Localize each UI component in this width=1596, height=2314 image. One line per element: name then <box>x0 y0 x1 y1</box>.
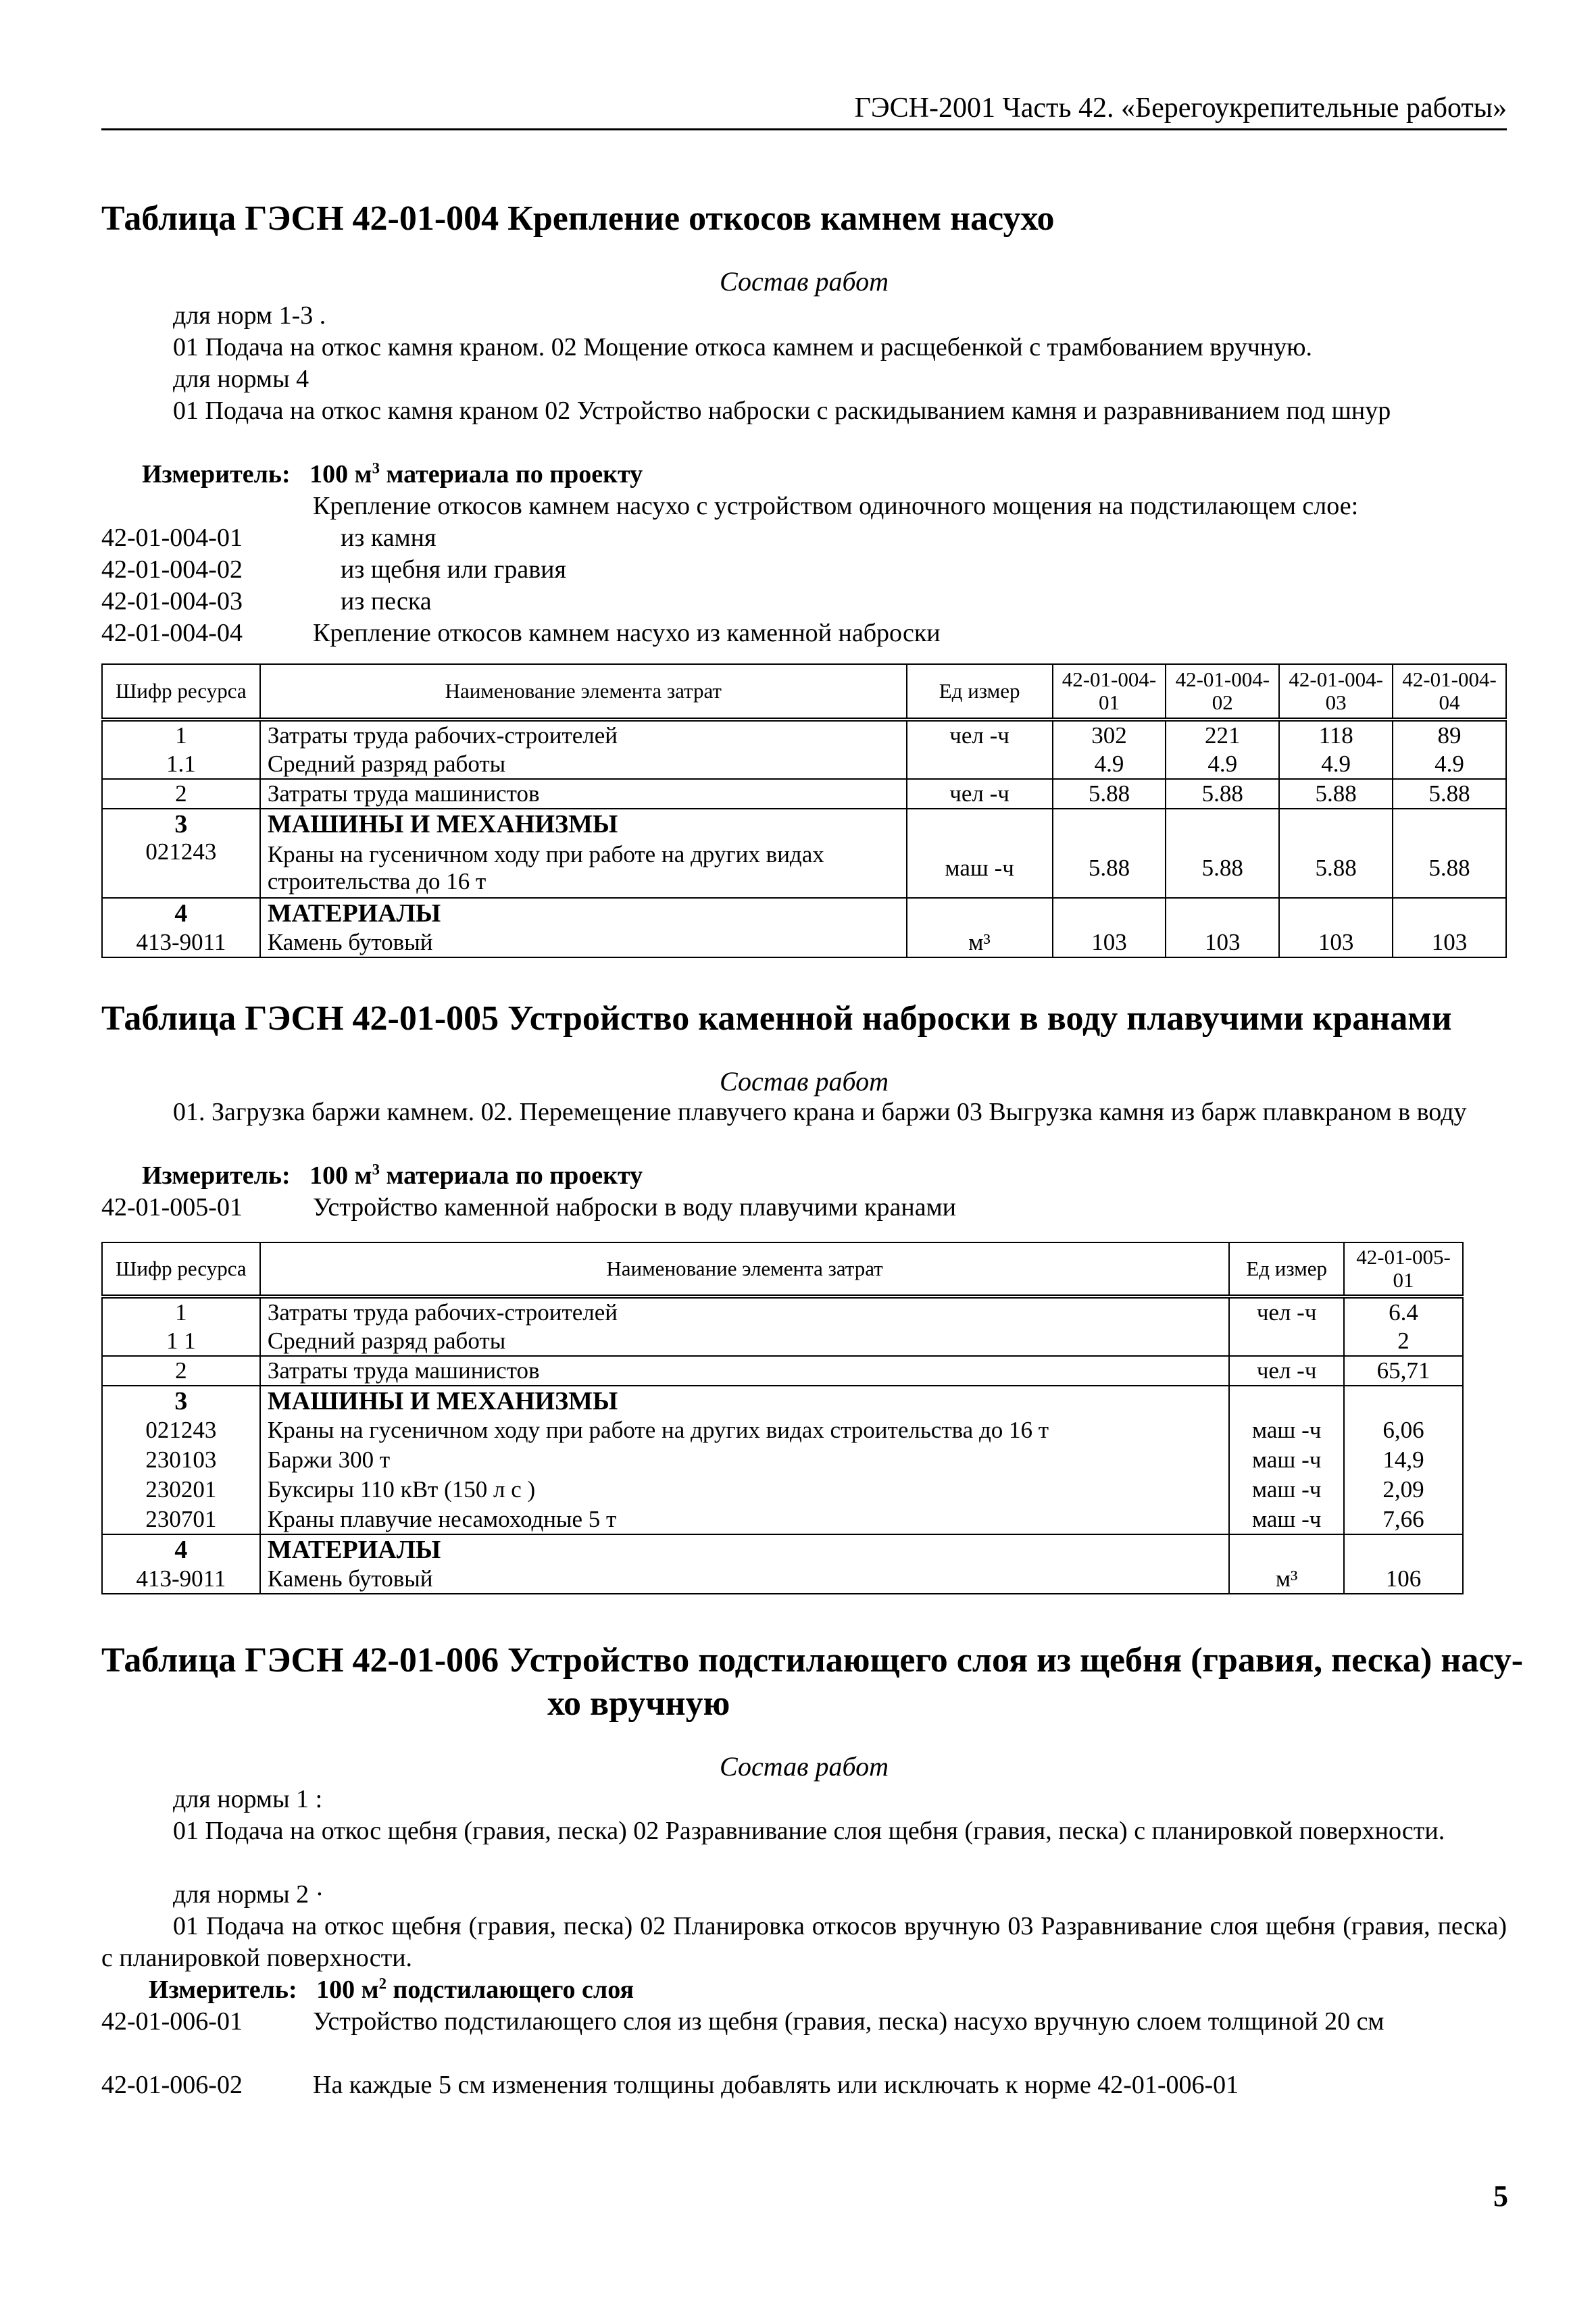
table-row: 1 Затраты труда рабочих-строителей чел -ч 302 221 118 89 <box>102 720 1506 749</box>
norm-code: 42-01-006-01 <box>101 2007 243 2036</box>
meter-sup: 3 <box>372 1161 380 1178</box>
composition-title: Состав работ <box>720 1066 889 1097</box>
composition-title: Состав работ <box>720 1751 889 1782</box>
table-row: 021243 Краны на гусеничном ходу при работе на других видах строительства до 16 т маш -ч 6,06 <box>102 1415 1463 1445</box>
col-norm: 42-01-004-02 <box>1166 664 1279 720</box>
norm-code: 42-01-006-02 <box>101 2071 243 2099</box>
norm-desc: Крепление откосов камнем насухо из каменной наброски <box>313 619 941 647</box>
table-title-42-01-006-cont: хо вручную <box>547 1684 730 1723</box>
norms-label: для нормы 2 · <box>173 1880 324 1909</box>
norm-code: 42-01-004-03 <box>101 587 243 615</box>
resource-table-42-01-004 <box>101 663 1507 958</box>
meter-tail: подстилающего слоя <box>386 1976 634 2004</box>
norm-desc: из камня <box>341 524 437 552</box>
table-row: 1 Затраты труда рабочих-строителей чел -ч 6.4 <box>102 1297 1463 1326</box>
table-row: 230103 Баржи 300 т маш -ч 14,9 <box>102 1445 1463 1475</box>
meter-label: Измеритель: <box>142 460 291 488</box>
norm-code-row <box>101 2006 1507 2069</box>
table-row: 230201 Буксиры 110 кВт (150 л с ) маш -ч 2,09 <box>102 1475 1463 1505</box>
table-row: 2 Затраты труда машинистов чел -ч 5.88 5.88 5.88 5.88 <box>102 779 1506 809</box>
norms-label: для норм 1-3 . <box>173 301 326 330</box>
col-name: Наименование элемента затрат <box>260 664 907 720</box>
table-row: 2 Затраты труда машинистов чел -ч 65,71 <box>102 1356 1463 1386</box>
norm-code: 42-01-004-04 <box>101 619 243 647</box>
col-unit: Ед измер <box>907 664 1053 720</box>
table-title-42-01-005: Таблица ГЭСН 42-01-005 Устройство каменной наброски в воду плавучими кранами <box>101 999 1452 1038</box>
table-section-row: 4 МАТЕРИАЛЫ <box>102 898 1506 928</box>
meter-label: Измеритель: <box>142 1161 291 1190</box>
work-step: 01. Загрузка баржи камнем. 02. Перемещение плавучего крана и баржи 03 Выгрузка камня из барж плавкраном в воду <box>173 1098 1467 1126</box>
meter-tail: материала по проекту <box>379 460 643 488</box>
col-norm: 42-01-004-03 <box>1279 664 1393 720</box>
work-step: 01 Подача на откос щебня (гравия, песка) 02 Планировка откосов вручную 03 Разравнивание слоя щебня (гравия, песка) с планировкой поверхности. <box>101 1912 1507 1972</box>
meter-tail: материала по проекту <box>379 1161 643 1190</box>
col-cipher: Шифр ресурса <box>102 664 260 720</box>
meter-value: 100 м <box>316 1976 379 2004</box>
norm-desc: Устройство каменной наброски в воду плавучими кранами <box>313 1193 957 1222</box>
meter-line <box>142 459 643 491</box>
meter-label: Измеритель: <box>149 1976 297 2004</box>
norm-code: 42-01-004-01 <box>101 524 243 552</box>
resource-table-42-01-005 <box>101 1242 1464 1594</box>
running-header: ГЭСН-2001 Часть 42. «Берегоукрепительные работы» <box>101 89 1507 130</box>
norm-code: 42-01-004-02 <box>101 555 243 584</box>
composition-title: Состав работ <box>720 266 889 297</box>
table-section-row: 4 МАТЕРИАЛЫ <box>102 1534 1463 1564</box>
table-row: 021243 Краны на гусеничном ходу при работе на других видах строительства до 16 т маш -ч 5.88 5.88 5.88 5.88 <box>102 838 1506 898</box>
col-norm: 42-01-004-04 <box>1393 664 1506 720</box>
table-row: 413-9011 Камень бутовый м³ 103 103 103 103 <box>102 928 1506 957</box>
table-row: 1.1 Средний разряд работы 4.9 4.9 4.9 4.9 <box>102 749 1506 779</box>
meter-value: 100 м <box>309 460 372 488</box>
meter-line <box>149 1974 634 2006</box>
table-section-row: 3 МАШИНЫ И МЕХАНИЗМЫ <box>102 809 1506 838</box>
page-number: 5 <box>1493 2180 1508 2213</box>
work-step: 01 Подача на откос камня краном 02 Устройство наброски с раскидыванием камня и разравниванием под шнур <box>173 397 1391 425</box>
col-name: Наименование элемента затрат <box>260 1242 1229 1297</box>
col-norm: 42-01-005-01 <box>1344 1242 1463 1297</box>
meter-line <box>142 1160 643 1192</box>
table-title-42-01-006: Таблица ГЭСН 42-01-006 Устройство подстилающего слоя из щебня (гравия, песка) насу- <box>101 1641 1524 1680</box>
norms-label: для нормы 4 <box>173 365 309 393</box>
meter-value: 100 м <box>309 1161 372 1190</box>
table-header-row <box>102 1242 1463 1297</box>
norm-desc: из щебня или гравия <box>341 555 566 584</box>
norm-desc: из песка <box>341 587 432 615</box>
norm-desc: Устройство подстилающего слоя из щебня (гравия, песка) насухо вручную слоем толщиной 20 см <box>313 2007 1385 2036</box>
work-step: 01 Подача на откос камня краном. 02 Мощение откоса камнем и расщебенкой с трамбованием вручную. <box>173 333 1313 361</box>
meter-sup: 2 <box>378 1975 386 1992</box>
col-unit: Ед измер <box>1229 1242 1344 1297</box>
col-cipher: Шифр ресурса <box>102 1242 260 1297</box>
table-row: 1 1 Средний разряд работы 2 <box>102 1326 1463 1356</box>
norm-code: 42-01-005-01 <box>101 1193 243 1222</box>
col-norm: 42-01-004-01 <box>1053 664 1166 720</box>
table-section-row: 3 МАШИНЫ И МЕХАНИЗМЫ <box>102 1386 1463 1415</box>
table-row: 230701 Краны плавучие несамоходные 5 т маш -ч 7,66 <box>102 1505 1463 1534</box>
table-title-42-01-004: Таблица ГЭСН 42-01-004 Крепление откосов камнем насухо <box>101 199 1055 238</box>
table-row: 413-9011 Камень бутовый м³ 106 <box>102 1564 1463 1594</box>
norms-label: для нормы 1 : <box>173 1785 323 1813</box>
group-description: Крепление откосов камнем насухо с устройством одиночного мощения на подстилающем слое: <box>313 492 1359 520</box>
work-step: 01 Подача на откос щебня (гравия, песка) 02 Разравнивание слоя щебня (гравия, песка) с планировкой поверхности. <box>173 1817 1445 1845</box>
norm-desc: На каждые 5 см изменения толщины добавлять или исключать к норме 42-01-006-01 <box>313 2071 1239 2099</box>
table-header-row <box>102 664 1506 720</box>
meter-sup: 3 <box>372 459 380 477</box>
